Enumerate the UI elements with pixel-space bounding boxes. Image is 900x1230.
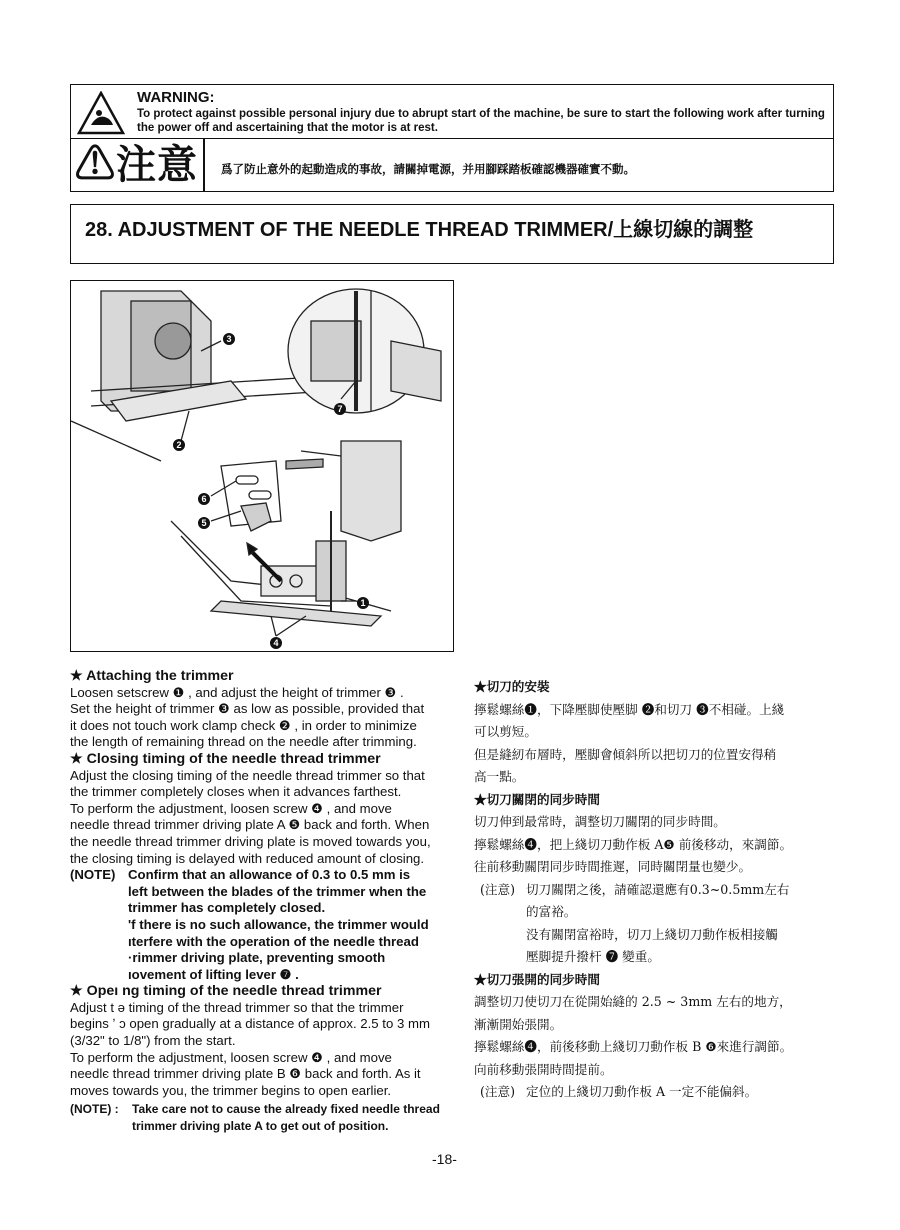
paragraph-line: Adjust the closing timing of the needle thread trimmer so that xyxy=(70,767,425,783)
section-title-box xyxy=(70,204,834,264)
paragraph-line: Loosen setscrew ❶ , and adjust the height of trimmer ❸ . xyxy=(70,684,404,700)
paragraph-line: 向前移動張開時間提前。 xyxy=(474,1061,613,1077)
chinese-instructions xyxy=(474,676,854,1104)
note-label: (NOTE) xyxy=(70,867,116,883)
note-line: trimmer driving plate A to get out of position. xyxy=(132,1119,389,1134)
warning-cn-label: ⚠注意 xyxy=(75,143,198,187)
paragraph-line: the needle thread trimmer driving plate is moved towards you, xyxy=(70,833,431,849)
warning-box xyxy=(70,84,834,139)
callout-7: 7 xyxy=(337,404,343,414)
paragraph-line: 擰鬆螺絲❶，下降壓脚使壓脚 ❷和切刀 ❸不相碰。上綫 xyxy=(474,701,785,717)
note-line: 'f there is no such allowance, the trimmer would xyxy=(128,916,429,932)
callout-5: 5 xyxy=(201,518,207,528)
heading-attaching-cn: ★切刀的安裝 xyxy=(474,679,550,694)
paragraph-line: 但是縫紉布層時，壓脚會傾斜所以把切刀的位置安得稍 xyxy=(474,746,777,762)
note-label: (注意) xyxy=(480,881,516,897)
paragraph-line: 往前移動關閉同步時間推遲，同時關閉量也變少。 xyxy=(474,859,752,874)
note-line: Confirm that an allowance of 0.3 to 0.5 mm is xyxy=(128,867,411,883)
note-1 xyxy=(70,867,460,983)
warning-cn-box xyxy=(70,138,834,192)
note-line: ıterfere with the operation of the needle thread xyxy=(128,933,419,949)
paragraph-line: it does not touch work clamp check ❷ , in order to minimize xyxy=(70,717,417,733)
note-line: ıovement of lifting lever ❼ . xyxy=(128,966,299,982)
paragraph-line: 調整切刀使切刀在從開始縫的 2.5 ~ 3mm 左右的地方， xyxy=(474,994,792,1009)
hand-hazard-icon xyxy=(77,91,125,135)
heading-closing-cn: ★切刀關閉的同步時間 xyxy=(474,791,600,807)
warning-cn-text: 爲了防止意外的起動造成的事故，請關掉電源，并用腳踩踏板確認機器確實不動。 xyxy=(221,164,635,176)
mechanism-drawing xyxy=(71,281,453,651)
heading-opening-cn: ★切刀張開的同步時間 xyxy=(474,971,600,987)
note-1-cn xyxy=(474,879,854,969)
note-label: (注意) xyxy=(480,1084,516,1099)
paragraph-line: To perform the adjustment, loosen screw ❹ , and move xyxy=(70,800,392,816)
warning-title: WARNING: xyxy=(137,89,215,106)
paragraph-line: 高一點。 xyxy=(474,769,525,784)
note-line: 切刀關閉之後，請確認還應有0.3~0.5mm左右 xyxy=(526,881,790,897)
note-line: trimmer has completely closed. xyxy=(128,900,326,916)
note-line: left between the blades of the trimmer when the xyxy=(128,883,427,899)
note-2-cn xyxy=(474,1081,854,1104)
paragraph-line: (3/32" to 1/8") from the start. xyxy=(70,1033,236,1049)
note-line: 壓脚提升撥杆 ❼ 變重。 xyxy=(526,949,660,964)
paragraph-line: 切刀伸到最常時，調整切刀關閉的同步時間。 xyxy=(474,814,726,829)
note-2 xyxy=(70,1101,460,1134)
heading-closing-timing: ★ Closing timing of the needle thread trimmer xyxy=(70,750,381,767)
paragraph-line: the trimmer completely closes when it advances farthest. xyxy=(70,784,402,800)
paragraph-line: moves towards you, the trimmer begins to open earlier. xyxy=(70,1082,392,1098)
paragraph-line: begins ʼ ɔ open gradually at a distance of approx. 2.5 to 3 mm xyxy=(70,1016,430,1032)
english-instructions xyxy=(70,668,460,1135)
paragraph-line: 漸漸開始張開。 xyxy=(474,1016,563,1032)
callout-1: 1 xyxy=(360,598,366,608)
callout-6: 6 xyxy=(201,494,207,504)
paragraph-line: Adjust t ə timing of the thread trimmer so that the trimmer xyxy=(70,999,404,1015)
trimmer-illustration xyxy=(70,280,454,652)
paragraph-line: the length of remaining thread on the needle after trimming. xyxy=(70,734,417,750)
paragraph-line: 擰鬆螺絲❹，前後移動上綫切刀動作板 B ❻來進行調節。 xyxy=(474,1039,793,1054)
paragraph-line: the closing timing is delayed with reduced amount of closing. xyxy=(70,850,425,866)
note-line: ·rimmer driving plate, preventing smooth xyxy=(128,950,386,966)
warning-text: To protect against possible personal injury due to abrupt start of the machine, be sure to start the following work after turning the power off and ascertaining that the motor is at rest. xyxy=(137,108,825,134)
paragraph-line: needlє thread trimmer driving plate B ❻ back and forth. As it xyxy=(70,1066,421,1082)
paragraph-line: Set the height of trimmer ❸ as low as possible, provided that xyxy=(70,701,425,717)
heading-opening-timing: ★ Opeı ng timing of the needle thread trimmer xyxy=(70,983,382,1000)
paragraph-line: 可以剪短。 xyxy=(474,724,537,739)
paragraph-line: To perform the adjustment, loosen screw ❹ , and move xyxy=(70,1049,392,1065)
callout-4: 4 xyxy=(273,638,279,648)
callout-3: 3 xyxy=(226,334,232,344)
paragraph-line: needle thread trimmer driving plate A ❺ back and forth. When xyxy=(70,817,430,833)
divider xyxy=(203,139,205,191)
note-line: Take care not to cause the already fixed needle thread xyxy=(132,1102,440,1117)
heading-attaching: ★ Attaching the trimmer xyxy=(70,668,234,684)
note-label: (NOTE) : xyxy=(70,1102,119,1117)
note-line: 的富裕。 xyxy=(526,904,577,919)
section-title: 28. ADJUSTMENT OF THE NEEDLE THREAD TRIMMER/上線切線的調整 xyxy=(85,219,754,241)
page-number: -18- xyxy=(432,1151,457,1167)
note-line: 定位的上綫切刀動作板 A 一定不能偏斜。 xyxy=(526,1084,758,1099)
callout-2: 2 xyxy=(176,440,182,450)
paragraph-line: 擰鬆螺絲❹，把上綫切刀動作板 A❺ 前後移动，來調節。 xyxy=(474,836,793,852)
note-line: 没有關閉富裕時，切刀上綫切刀動作板相接觸 xyxy=(526,926,778,942)
